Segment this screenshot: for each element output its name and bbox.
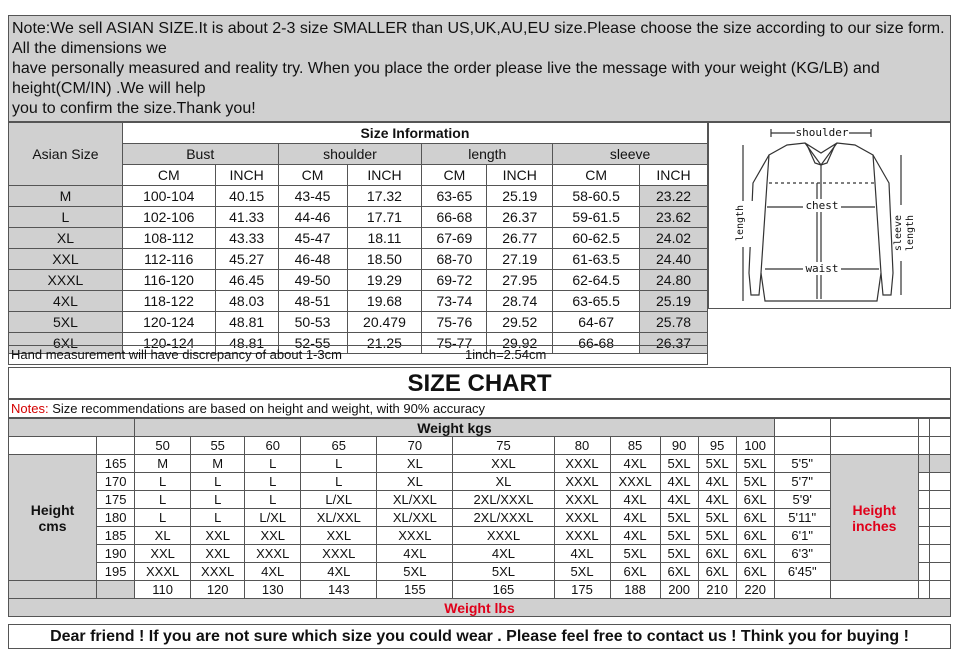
size-chart-title: SIZE CHART (8, 367, 951, 399)
size-cell: 6XL (736, 563, 774, 581)
size-cell: XXXL (301, 545, 377, 563)
weight-kgs-header: Weight kgs (135, 419, 775, 437)
size-row (9, 291, 708, 312)
height-cm-cell: 185 (97, 527, 135, 545)
chart-spacer (929, 455, 950, 473)
size-cell: XL/XXL (377, 509, 453, 527)
size-value: 28.74 (487, 291, 553, 312)
weight-lbs-row (9, 581, 951, 599)
size-value: 102-106 (122, 207, 215, 228)
size-cell: 6XL (736, 545, 774, 563)
size-cell: 4XL (377, 545, 453, 563)
size-cell: 4XL (698, 491, 736, 509)
chart-spacer (918, 437, 929, 455)
size-value: 17.32 (347, 186, 422, 207)
diagram-length-label: length (735, 204, 746, 242)
size-cell: 5XL (554, 563, 610, 581)
size-chart-row (9, 563, 951, 581)
weight-lb-cell: 165 (453, 581, 554, 599)
size-cell: 6XL (698, 545, 736, 563)
size-cell: L/XL (301, 491, 377, 509)
weight-lb-cell: 210 (698, 581, 736, 599)
size-value: 24.02 (640, 228, 708, 249)
size-cell: 4XL (245, 563, 301, 581)
contact-message: Dear friend ! If you are not sure which size you could wear . Please feel free to contact us ! Think you for buying ! (8, 624, 951, 649)
size-value: 69-72 (422, 270, 487, 291)
note-line: height(CM/IN) .We will help (12, 80, 206, 97)
height-inch-cell: 5'11" (774, 509, 830, 527)
size-value: 112-116 (122, 249, 215, 270)
unit-header: INCH (347, 165, 422, 186)
size-cell: 6XL (736, 491, 774, 509)
size-value: 18.11 (347, 228, 422, 249)
size-cell: L (135, 473, 191, 491)
size-cell: XXXL (554, 491, 610, 509)
size-row (9, 228, 708, 249)
unit-header: CM (122, 165, 215, 186)
size-value: 60-62.5 (553, 228, 640, 249)
size-value: 58-60.5 (553, 186, 640, 207)
weight-lbs-label-row (9, 599, 951, 617)
size-cell: XXXL (554, 509, 610, 527)
weight-kg-cell: 55 (191, 437, 245, 455)
size-cell: 4XL (660, 491, 698, 509)
measurement-footnote (8, 345, 708, 365)
size-cell: 5XL (377, 563, 453, 581)
size-value: 68-70 (422, 249, 487, 270)
size-chart-row (9, 473, 951, 491)
size-cell: XXXL (554, 527, 610, 545)
chart-spacer (830, 437, 918, 455)
size-cell: XL (453, 473, 554, 491)
size-value: 50-53 (278, 312, 347, 333)
size-cell: 4XL (698, 473, 736, 491)
discrepancy-note: Hand measurement will have discrepancy of about 1-3cm (11, 347, 342, 362)
size-cell: L (191, 509, 245, 527)
size-value: 25.78 (640, 312, 708, 333)
weight-lb-cell: 120 (191, 581, 245, 599)
size-value: 23.22 (640, 186, 708, 207)
chart-spacer (9, 437, 97, 455)
diagram-sleeve-label: sleeve (893, 214, 904, 252)
size-value: 116-120 (122, 270, 215, 291)
size-chart-notes (8, 399, 951, 418)
size-cell: 6XL (736, 527, 774, 545)
size-cell: XXXL (453, 527, 554, 545)
size-value: 59-61.5 (553, 207, 640, 228)
diagram-chest-label: chest (805, 199, 839, 212)
weight-kg-cell: 100 (736, 437, 774, 455)
size-cell: XL/XXL (301, 509, 377, 527)
weight-kg-cell: 50 (135, 437, 191, 455)
chart-spacer (929, 509, 950, 527)
chart-spacer (929, 563, 950, 581)
weight-kg-cell: 90 (660, 437, 698, 455)
size-value: 25.19 (487, 186, 553, 207)
weight-kg-cell: 75 (453, 437, 554, 455)
size-label: L (9, 207, 123, 228)
size-cell: 2XL/XXXL (453, 491, 554, 509)
size-cell: 4XL (301, 563, 377, 581)
size-cell: XXXL (135, 563, 191, 581)
height-inches-line: Height (852, 501, 897, 518)
chart-spacer (9, 581, 97, 599)
unit-header: CM (553, 165, 640, 186)
group-shoulder: shoulder (278, 144, 422, 165)
size-value: 52-55 (278, 333, 347, 354)
size-value: 63-65 (422, 186, 487, 207)
size-value: 29.52 (487, 312, 553, 333)
note-line: All the dimensions we (12, 40, 167, 57)
size-cell: XXXL (554, 473, 610, 491)
size-cell: 5XL (660, 545, 698, 563)
size-cell: XL (377, 473, 453, 491)
weight-lb-cell: 130 (245, 581, 301, 599)
size-row (9, 249, 708, 270)
size-cell: XXXL (377, 527, 453, 545)
unit-header: INCH (487, 165, 553, 186)
weight-lb-cell: 188 (610, 581, 660, 599)
size-cell: XXL (301, 527, 377, 545)
size-value: 17.71 (347, 207, 422, 228)
size-value: 62-64.5 (553, 270, 640, 291)
size-cell: 5XL (736, 473, 774, 491)
chart-spacer (929, 581, 950, 599)
unit-header: INCH (215, 165, 278, 186)
size-value: 61-63.5 (553, 249, 640, 270)
size-information-table (8, 122, 708, 354)
chart-spacer (918, 419, 929, 437)
size-cell: XL (377, 455, 453, 473)
chart-spacer (918, 473, 929, 491)
group-length: length (422, 144, 553, 165)
size-cell: 5XL (610, 545, 660, 563)
size-cell: 5XL (660, 509, 698, 527)
size-label: 6XL (9, 333, 123, 354)
weight-lbs-header: Weight lbs (9, 599, 951, 617)
size-chart-row (9, 527, 951, 545)
size-cell: 6XL (610, 563, 660, 581)
chart-spacer (929, 545, 950, 563)
height-inch-cell: 5'9' (774, 491, 830, 509)
shirt-illustration (709, 123, 950, 308)
size-cell: 6XL (660, 563, 698, 581)
size-value: 45-47 (278, 228, 347, 249)
size-value: 48.81 (215, 333, 278, 354)
size-cell: L (135, 491, 191, 509)
weight-kg-cell: 85 (610, 437, 660, 455)
size-cell: L (191, 473, 245, 491)
size-value: 64-67 (553, 312, 640, 333)
size-cell: 5XL (698, 527, 736, 545)
height-cm-cell: 175 (97, 491, 135, 509)
group-sleeve: sleeve (553, 144, 708, 165)
size-value: 100-104 (122, 186, 215, 207)
height-inch-cell: 6'3" (774, 545, 830, 563)
weight-lb-cell: 200 (660, 581, 698, 599)
size-value: 26.77 (487, 228, 553, 249)
chart-spacer (774, 581, 830, 599)
size-cell: M (191, 455, 245, 473)
size-value: 26.37 (640, 333, 708, 354)
size-cell: 4XL (453, 545, 554, 563)
weight-lb-cell: 175 (554, 581, 610, 599)
size-cell: XXL (191, 545, 245, 563)
size-cell: L (245, 455, 301, 473)
size-cell: 4XL (610, 491, 660, 509)
chart-spacer (929, 437, 950, 455)
size-cell: L (135, 509, 191, 527)
weight-lb-cell: 110 (135, 581, 191, 599)
size-value: 75-77 (422, 333, 487, 354)
chart-spacer (918, 563, 929, 581)
size-cell: L (245, 473, 301, 491)
size-value: 43.33 (215, 228, 278, 249)
chart-spacer (830, 419, 918, 437)
size-cell: 6XL (698, 563, 736, 581)
size-value: 66-68 (422, 207, 487, 228)
size-value: 46.45 (215, 270, 278, 291)
size-row (9, 186, 708, 207)
chart-spacer (918, 581, 929, 599)
weight-lb-cell: 143 (301, 581, 377, 599)
note-line: you to confirm the size.Thank you! (12, 100, 256, 117)
size-value: 120-124 (122, 333, 215, 354)
size-cell: XXXL (245, 545, 301, 563)
size-row (9, 207, 708, 228)
chart-spacer (929, 527, 950, 545)
chart-spacer (918, 509, 929, 527)
size-value: 27.19 (487, 249, 553, 270)
size-cell: 5XL (736, 455, 774, 473)
chart-spacer (918, 527, 929, 545)
size-cell: XXL (245, 527, 301, 545)
size-chart-table (8, 418, 951, 617)
size-value: 49-50 (278, 270, 347, 291)
size-value: 75-76 (422, 312, 487, 333)
size-chart-row (9, 491, 951, 509)
size-label: XXL (9, 249, 123, 270)
inch-conversion-note: 1inch=2.54cm (465, 347, 547, 362)
size-value: 27.95 (487, 270, 553, 291)
chart-corner (9, 419, 135, 437)
size-value: 48-51 (278, 291, 347, 312)
chart-spacer (830, 581, 918, 599)
height-inch-cell: 5'7" (774, 473, 830, 491)
size-value: 20.479 (347, 312, 422, 333)
unit-header: CM (278, 165, 347, 186)
size-cell: L (191, 491, 245, 509)
height-cms-line: Height (30, 501, 75, 518)
size-cell: XXXL (191, 563, 245, 581)
shirt-diagram (708, 122, 951, 309)
size-row (9, 312, 708, 333)
size-value: 45.27 (215, 249, 278, 270)
size-value: 63-65.5 (553, 291, 640, 312)
chart-spacer (929, 473, 950, 491)
chart-spacer (97, 437, 135, 455)
size-value: 40.15 (215, 186, 278, 207)
notes-text: Size recommendations are based on height and weight, with 90% accuracy (48, 401, 486, 416)
diagram-sleeve-length-label: length (905, 214, 916, 252)
size-value: 118-122 (122, 291, 215, 312)
size-cell: M (135, 455, 191, 473)
size-value: 18.50 (347, 249, 422, 270)
height-cm-cell: 180 (97, 509, 135, 527)
size-chart-row (9, 455, 951, 473)
size-cell: XXXL (554, 455, 610, 473)
chart-spacer (97, 581, 135, 599)
weight-kg-cell: 65 (301, 437, 377, 455)
chart-spacer (918, 491, 929, 509)
asian-size-header: Asian Size (9, 123, 123, 186)
size-value: 26.37 (487, 207, 553, 228)
size-value: 73-74 (422, 291, 487, 312)
weight-kg-cell: 70 (377, 437, 453, 455)
weight-lb-cell: 155 (377, 581, 453, 599)
size-cell: XL (135, 527, 191, 545)
size-cell: 5XL (660, 455, 698, 473)
size-cell: 5XL (453, 563, 554, 581)
height-cm-cell: 190 (97, 545, 135, 563)
height-inch-cell: 6'1" (774, 527, 830, 545)
size-value: 46-48 (278, 249, 347, 270)
size-cell: L/XL (245, 509, 301, 527)
size-label: M (9, 186, 123, 207)
size-value: 21.25 (347, 333, 422, 354)
size-cell: 4XL (554, 545, 610, 563)
size-row (9, 270, 708, 291)
size-value: 120-124 (122, 312, 215, 333)
height-inches-header (830, 455, 918, 581)
height-cm-cell: 165 (97, 455, 135, 473)
size-cell: XXXL (610, 473, 660, 491)
size-value: 19.68 (347, 291, 422, 312)
chart-spacer (774, 437, 830, 455)
size-chart-row (9, 545, 951, 563)
note-line: Note:We sell ASIAN SIZE.It is about 2-3 size SMALLER than US,UK,AU,EU size.Please choose the size according to our size form. (12, 20, 945, 37)
weight-kg-cell: 60 (245, 437, 301, 455)
size-value: 24.80 (640, 270, 708, 291)
size-label: 5XL (9, 312, 123, 333)
size-value: 23.62 (640, 207, 708, 228)
size-value: 19.29 (347, 270, 422, 291)
size-label: 4XL (9, 291, 123, 312)
size-value: 48.03 (215, 291, 278, 312)
size-value: 24.40 (640, 249, 708, 270)
size-cell: XL/XXL (377, 491, 453, 509)
size-value: 29.92 (487, 333, 553, 354)
chart-spacer (774, 419, 830, 437)
size-cell: L (301, 473, 377, 491)
unit-header: CM (422, 165, 487, 186)
weight-kg-cell: 95 (698, 437, 736, 455)
chart-spacer (918, 455, 929, 473)
size-value: 66-68 (553, 333, 640, 354)
size-value: 25.19 (640, 291, 708, 312)
notes-label: Notes: (11, 401, 49, 416)
height-cm-cell: 170 (97, 473, 135, 491)
diagram-waist-label: waist (805, 262, 839, 275)
size-cell: 2XL/XXXL (453, 509, 554, 527)
height-inches-line: inches (852, 517, 897, 534)
size-chart-row (9, 509, 951, 527)
size-label: XL (9, 228, 123, 249)
size-cell: 5XL (698, 509, 736, 527)
size-note (8, 15, 951, 122)
weight-lb-cell: 220 (736, 581, 774, 599)
size-value: 48.81 (215, 312, 278, 333)
chart-spacer (918, 545, 929, 563)
diagram-shoulder-label: shoulder (795, 126, 849, 139)
height-cm-cell: 195 (97, 563, 135, 581)
size-value: 67-69 (422, 228, 487, 249)
weight-kg-cell: 80 (554, 437, 610, 455)
size-cell: 4XL (660, 473, 698, 491)
size-cell: 4XL (610, 455, 660, 473)
chart-spacer (929, 419, 950, 437)
height-inch-cell: 6'45" (774, 563, 830, 581)
size-cell: 5XL (660, 527, 698, 545)
size-value: 44-46 (278, 207, 347, 228)
unit-header: INCH (640, 165, 708, 186)
size-label: XXXL (9, 270, 123, 291)
size-cell: 5XL (698, 455, 736, 473)
note-line: have personally measured and reality try. When you place the order please live the message with your weight (KG/LB) and (12, 60, 880, 77)
height-inch-cell: 5'5" (774, 455, 830, 473)
size-cell: XXL (453, 455, 554, 473)
size-cell: XXL (191, 527, 245, 545)
height-cms-header (9, 455, 97, 581)
size-cell: L (245, 491, 301, 509)
size-cell: 6XL (736, 509, 774, 527)
size-cell: XXL (135, 545, 191, 563)
size-value: 43-45 (278, 186, 347, 207)
size-cell: 4XL (610, 527, 660, 545)
size-value: 41.33 (215, 207, 278, 228)
size-cell: 4XL (610, 509, 660, 527)
size-cell: L (301, 455, 377, 473)
size-value: 108-112 (122, 228, 215, 249)
chart-spacer (929, 491, 950, 509)
size-info-title: Size Information (122, 123, 707, 144)
group-bust: Bust (122, 144, 278, 165)
height-cms-line: cms (38, 517, 67, 534)
